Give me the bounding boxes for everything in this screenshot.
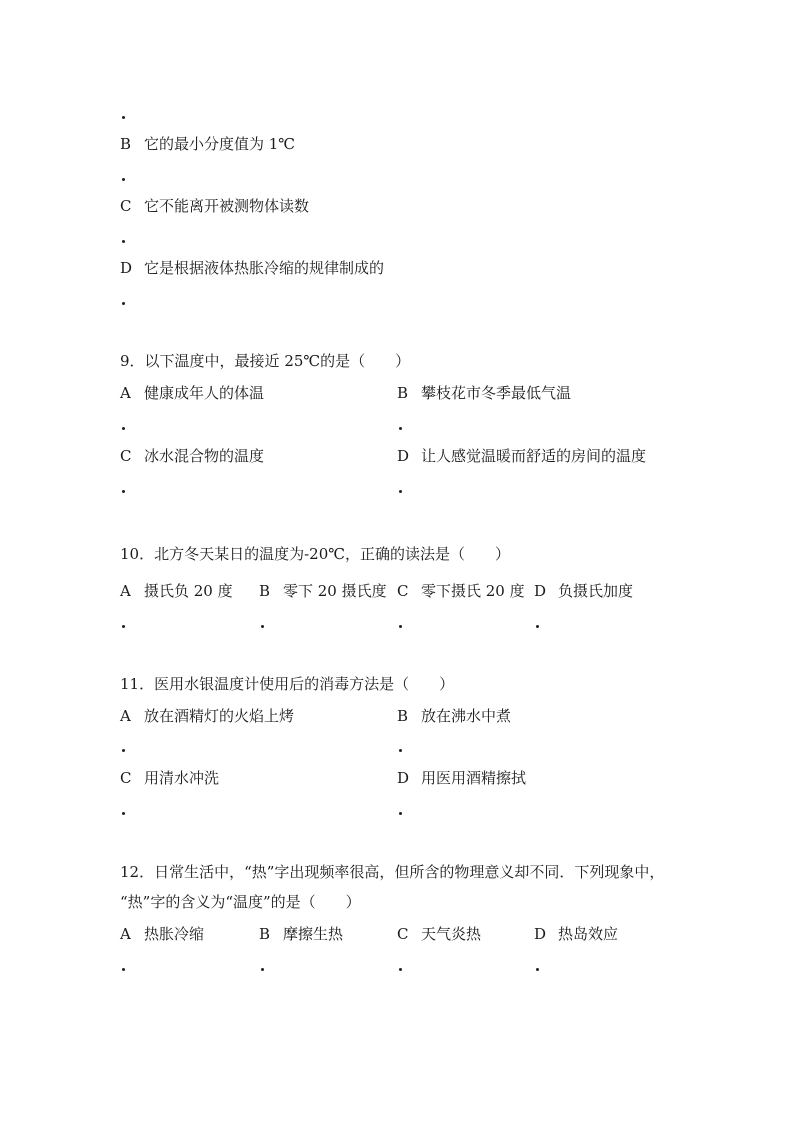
option-period (536, 968, 539, 971)
q9-option-d (397, 446, 646, 466)
option-letter: A (120, 707, 131, 725)
option-text: 它的最小分度值为 1℃ (144, 135, 296, 153)
option-period (122, 812, 125, 815)
option-text: 让人感觉温暖而舒适的房间的温度 (421, 447, 647, 465)
option-letter: D (397, 769, 410, 787)
option-letter: C (120, 769, 132, 787)
option-text: 放在酒精灯的火焰上烤 (144, 707, 295, 725)
q9-option-a (120, 383, 264, 403)
q11-option-c (120, 768, 219, 788)
option-period (399, 749, 402, 752)
option-letter: A (120, 384, 131, 402)
option-period (261, 968, 264, 971)
option-period (122, 240, 125, 243)
option-letter: D (120, 259, 133, 277)
option-text: 零下 20 摄氏度 (283, 582, 387, 600)
option-letter: C (397, 925, 409, 943)
q8-option-b (120, 134, 295, 154)
q12-stem-line1: 12．日常生活中，“热”字出现频率很高，但所含的物理意义却不同．下列现象中， (120, 863, 665, 881)
q8-option-d (120, 258, 384, 278)
option-letter: C (120, 197, 132, 215)
option-period (261, 625, 264, 628)
option-letter: B (397, 707, 409, 725)
option-text: 摩擦生热 (283, 925, 344, 943)
option-period (122, 968, 125, 971)
option-letter: B (120, 135, 132, 153)
option-period (122, 749, 125, 752)
q11-option-d (397, 768, 526, 788)
option-period (122, 302, 125, 305)
option-letter: D (534, 582, 547, 600)
q8-option-c (120, 196, 309, 216)
q10-option-a (120, 581, 233, 601)
option-text: 天气炎热 (421, 925, 482, 943)
option-letter: A (120, 582, 131, 600)
option-text: 冰水混合物的温度 (144, 447, 265, 465)
option-letter: D (397, 447, 410, 465)
q11-option-a (120, 706, 294, 726)
option-letter: D (534, 925, 547, 943)
q11-option-b (397, 706, 511, 726)
option-period (122, 116, 125, 119)
q11-stem: 11．医用水银温度计使用后的消毒方法是（ ） (120, 675, 455, 693)
option-period (122, 178, 125, 181)
option-text: 零下摄氏 20 度 (421, 582, 525, 600)
option-letter: B (397, 384, 409, 402)
q9-stem: 9．以下温度中，最接近 25℃的是（ ） (120, 352, 411, 370)
option-period (399, 812, 402, 815)
option-period (122, 625, 125, 628)
q12-option-c (397, 924, 481, 944)
option-text: 放在沸水中煮 (421, 707, 512, 725)
option-text: 摄氏负 20 度 (144, 582, 233, 600)
option-text: 热胀冷缩 (144, 925, 205, 943)
q10-stem: 10．北方冬天某日的温度为-20℃，正确的读法是（ ） (120, 545, 511, 563)
option-text: 热岛效应 (558, 925, 619, 943)
option-text: 健康成年人的体温 (144, 384, 265, 402)
q12-stem-line2: “热”字的含义为“温度”的是（ ） (120, 893, 361, 911)
option-letter: C (397, 582, 409, 600)
option-letter: B (259, 925, 271, 943)
q12-option-a (120, 924, 204, 944)
option-text: 它不能离开被测物体读数 (144, 197, 310, 215)
option-period (399, 968, 402, 971)
option-period (399, 490, 402, 493)
q9-option-c (120, 446, 264, 466)
q10-option-d (534, 581, 633, 601)
option-text: 负摄氏加度 (558, 582, 634, 600)
option-period (399, 427, 402, 430)
q10-option-c (397, 581, 525, 601)
option-period (536, 625, 539, 628)
option-letter: B (259, 582, 271, 600)
q12-option-b (259, 924, 343, 944)
option-letter: A (120, 925, 131, 943)
q10-option-b (259, 581, 387, 601)
q12-option-d (534, 924, 618, 944)
option-text: 用医用酒精擦拭 (421, 769, 527, 787)
option-text: 它是根据液体热胀冷缩的规律制成的 (144, 259, 385, 277)
option-period (399, 625, 402, 628)
option-text: 攀枝花市冬季最低气温 (421, 384, 572, 402)
option-text: 用清水冲洗 (144, 769, 220, 787)
q9-option-b (397, 383, 571, 403)
option-period (122, 490, 125, 493)
option-period (122, 427, 125, 430)
option-letter: C (120, 447, 132, 465)
